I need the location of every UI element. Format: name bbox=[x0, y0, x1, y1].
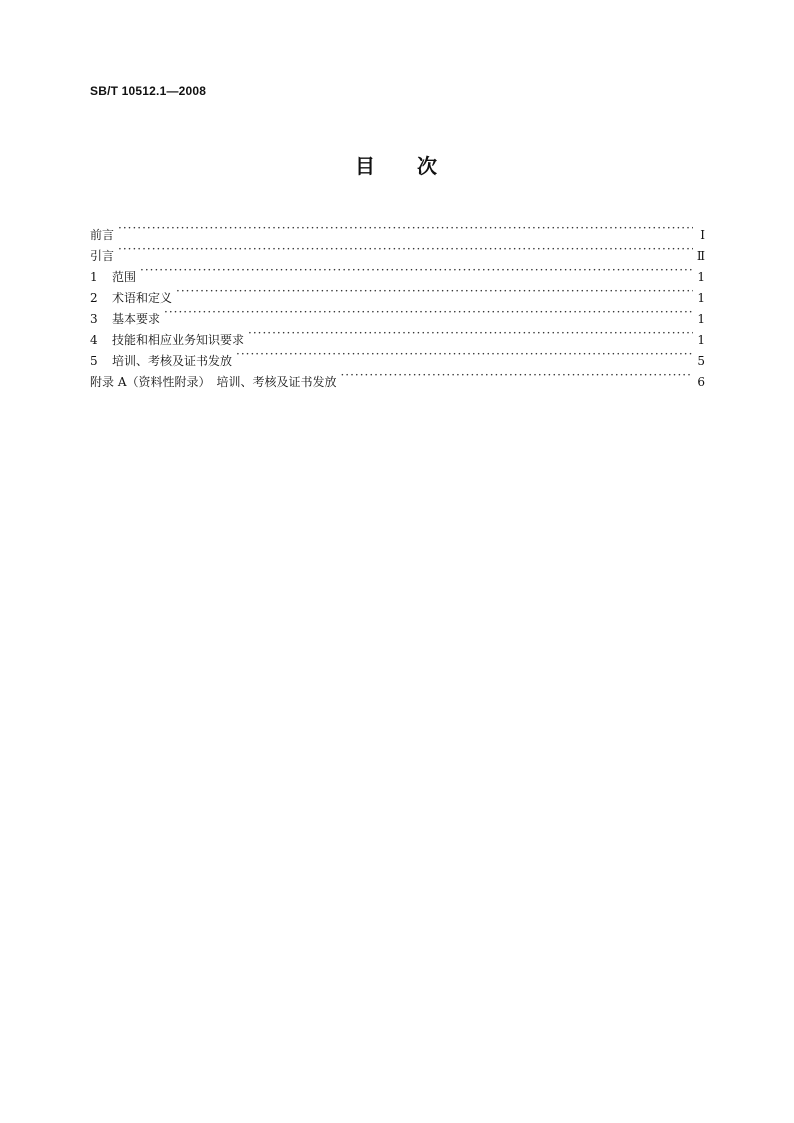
toc-leader-dots bbox=[140, 260, 693, 281]
toc-entry-page: 1 bbox=[697, 291, 705, 305]
toc-entry-page: Ⅱ bbox=[696, 249, 705, 263]
toc-entry-introduction[interactable] bbox=[90, 239, 705, 263]
toc-entry-page: Ⅰ bbox=[700, 228, 705, 242]
toc-entry-title: 引言 bbox=[90, 249, 115, 263]
toc-leader-dots bbox=[118, 239, 693, 260]
toc-leader-dots bbox=[340, 365, 693, 386]
page-title bbox=[0, 150, 794, 179]
toc-entry-scope[interactable] bbox=[90, 260, 705, 284]
toc-entry-title: 范围 bbox=[112, 270, 137, 284]
toc-entry-title: 基本要求 bbox=[112, 312, 161, 326]
toc-entry-number: 5 bbox=[90, 354, 98, 368]
toc-entry-page: 5 bbox=[697, 354, 705, 368]
toc-leader-dots bbox=[248, 323, 693, 344]
toc-entry-title: 附录 A（资料性附录） 培训、考核及证书发放 bbox=[90, 375, 337, 389]
toc-entry-basic-requirements[interactable] bbox=[90, 302, 705, 326]
toc-leader-dots bbox=[176, 281, 693, 302]
toc-entry-page: 1 bbox=[697, 270, 705, 284]
page-title-part-1: 目 bbox=[355, 154, 377, 178]
toc-entry-number: 1 bbox=[90, 270, 98, 284]
toc-entry-page: 1 bbox=[697, 312, 705, 326]
toc-entry-skills[interactable] bbox=[90, 323, 705, 347]
toc-entry-page: 1 bbox=[697, 333, 705, 347]
table-of-contents bbox=[90, 218, 705, 389]
page-title-part-2: 次 bbox=[417, 154, 439, 178]
toc-entry-number: 3 bbox=[90, 312, 98, 326]
toc-entry-number: 2 bbox=[90, 291, 98, 305]
toc-entry-foreword[interactable] bbox=[90, 218, 705, 242]
toc-entry-title: 术语和定义 bbox=[112, 291, 173, 305]
toc-entry-page: 6 bbox=[697, 375, 705, 389]
toc-entry-terms[interactable] bbox=[90, 281, 705, 305]
document-code: SB/T 10512.1—2008 bbox=[90, 84, 207, 98]
toc-entry-title: 前言 bbox=[90, 228, 115, 242]
toc-entry-title: 培训、考核及证书发放 bbox=[112, 354, 233, 368]
toc-leader-dots bbox=[118, 218, 693, 239]
toc-entry-title: 技能和相应业务知识要求 bbox=[112, 333, 245, 347]
toc-leader-dots bbox=[236, 344, 693, 365]
toc-entry-number: 4 bbox=[90, 333, 98, 347]
toc-leader-dots bbox=[164, 302, 693, 323]
